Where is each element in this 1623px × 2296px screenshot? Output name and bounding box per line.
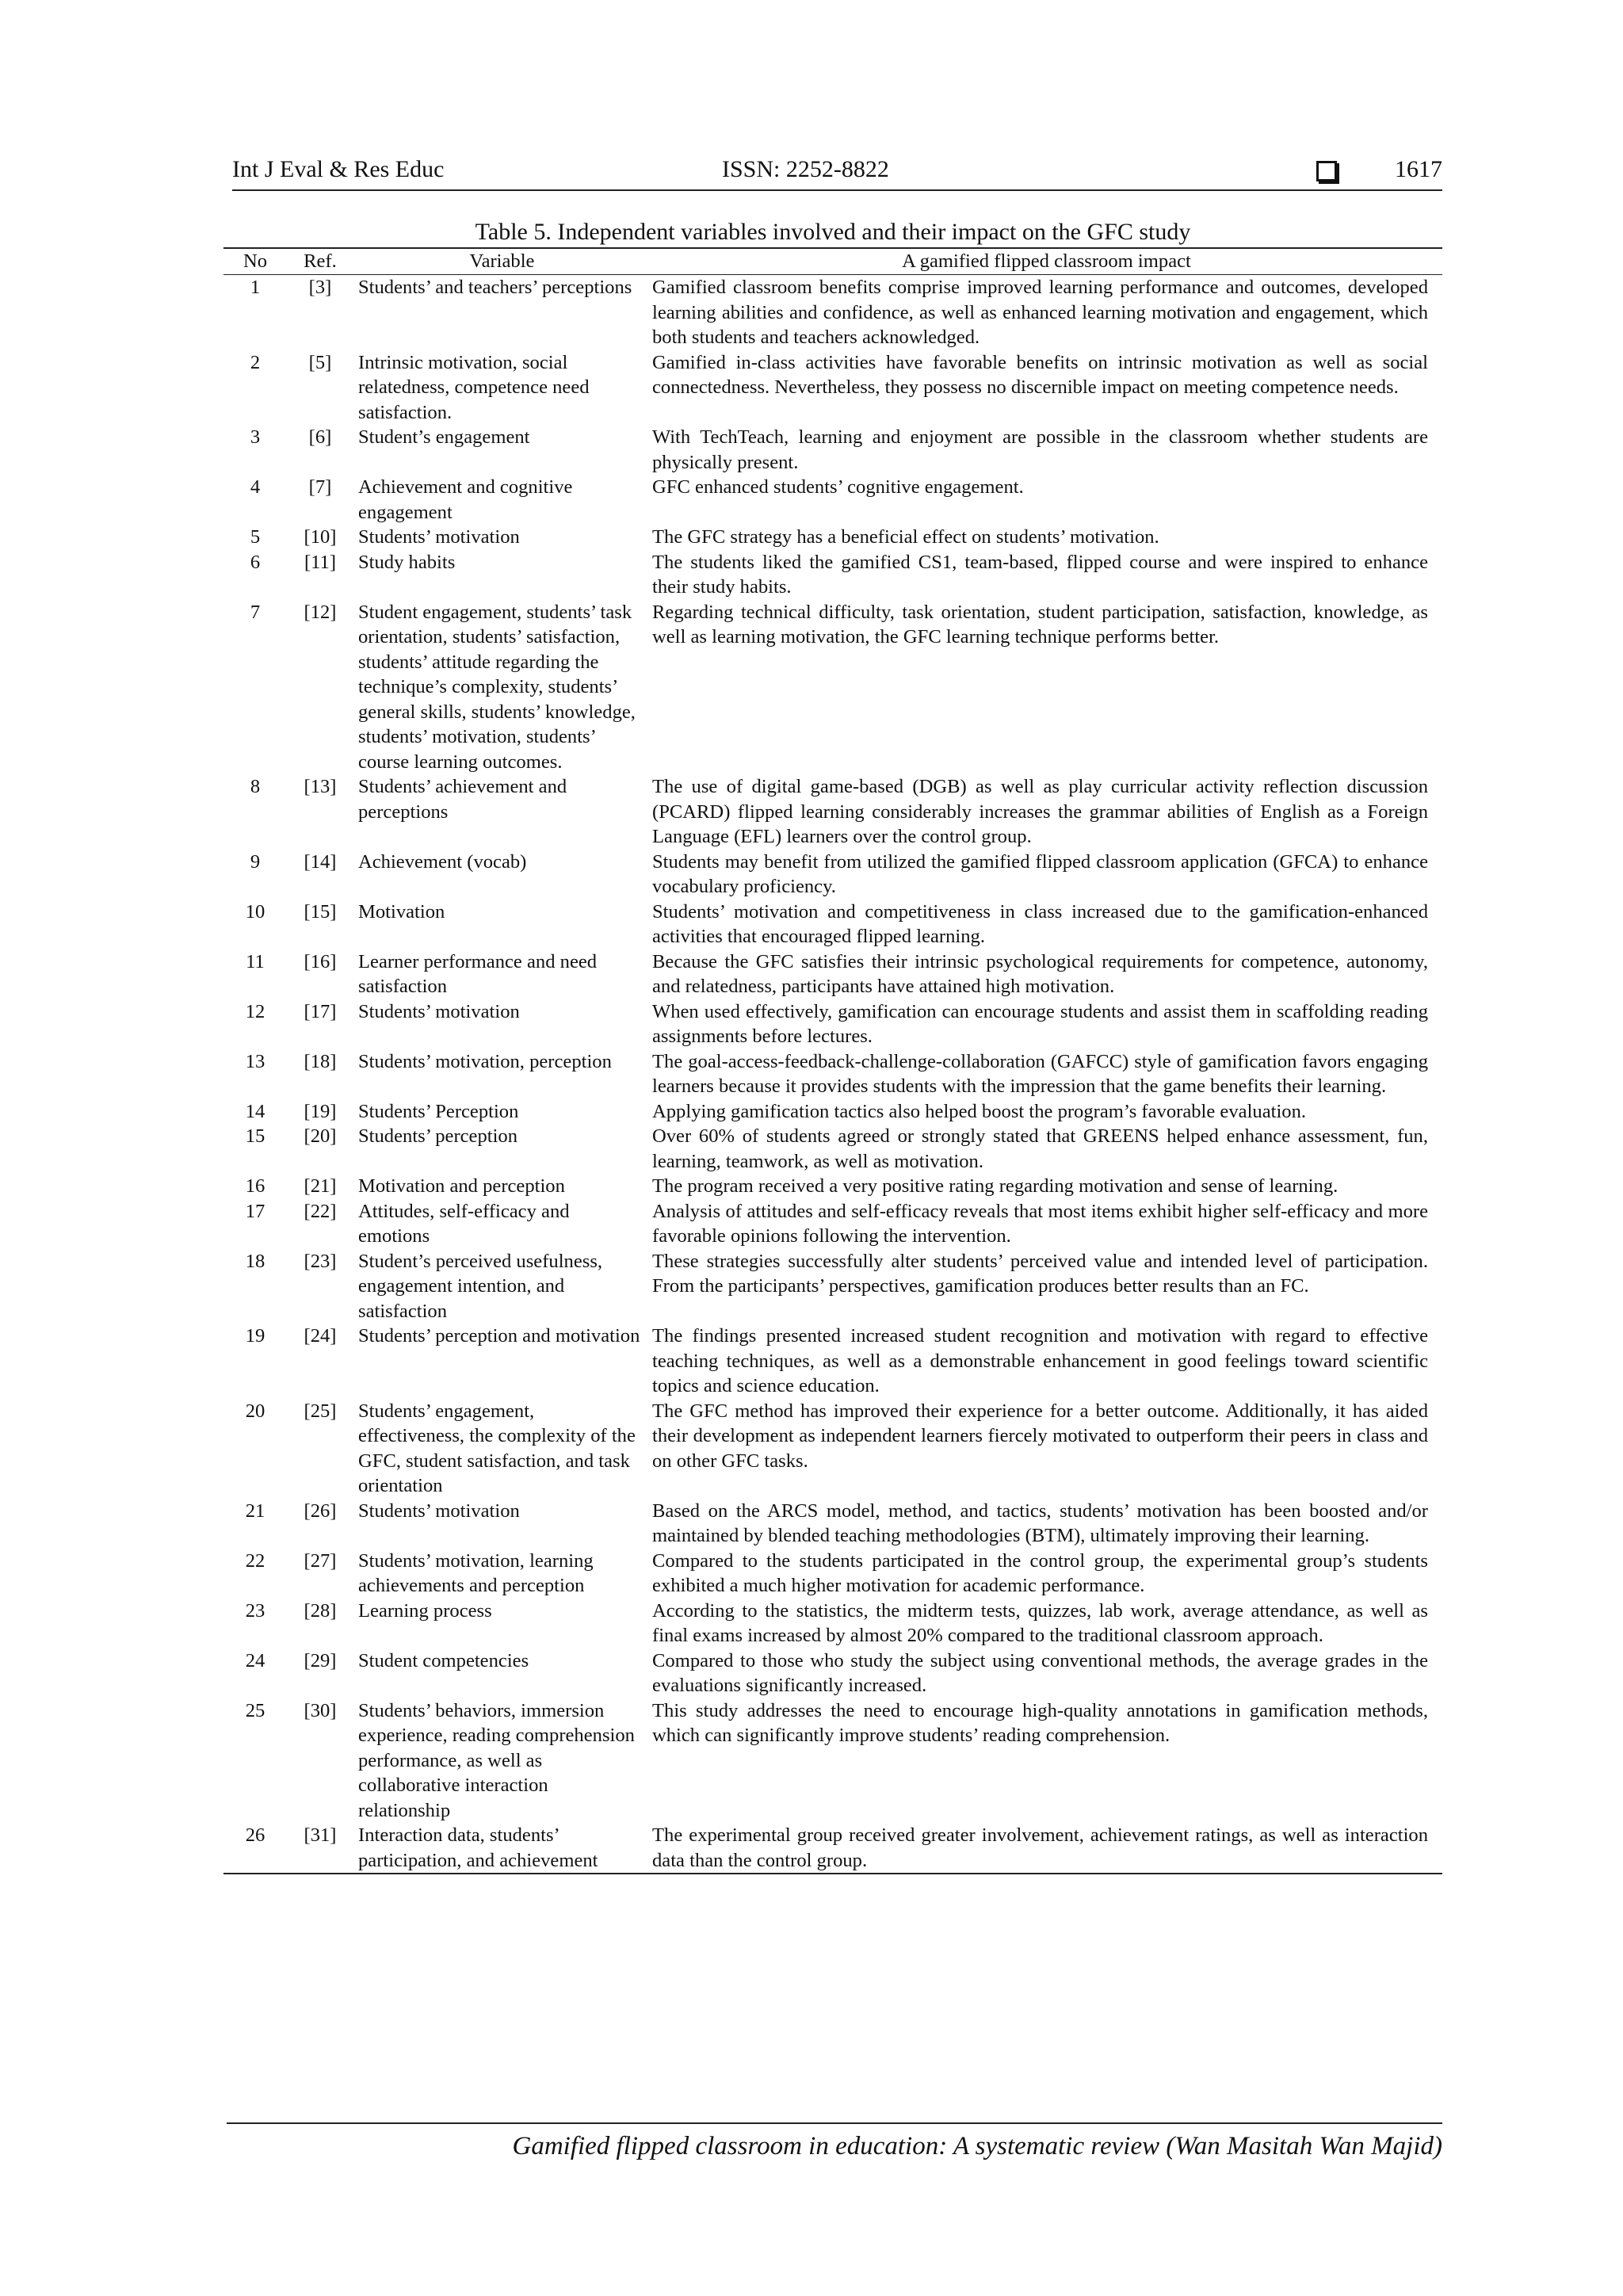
cell-ref: [18] bbox=[304, 1050, 337, 1072]
page-footer: Gamified flipped classroom in education: A systematic review (Wan Masitah Wan Majid) bbox=[512, 2132, 1442, 2160]
cell-no: 10 bbox=[245, 900, 265, 923]
cell-impact: The students liked the gamified CS1, team-based, flipped course and were inspired to enhance their study habits. bbox=[652, 551, 1428, 598]
cell-impact: Over 60% of students agreed or strongly stated that GREENS helped enhance assessment, fun, learning, teamwork, as well as motivation. bbox=[652, 1125, 1428, 1172]
table-row bbox=[223, 600, 1442, 775]
table-row bbox=[223, 1199, 1442, 1249]
cell-variable: Attitudes, self-efficacy and emotions bbox=[358, 1200, 570, 1247]
cell-ref: [11] bbox=[304, 551, 337, 573]
cell-impact: Analysis of attitudes and self-efficacy reveals that most items exhibit higher self-efficacy and more favorable opinions following the intervention. bbox=[652, 1200, 1428, 1247]
cell-variable: Learning process bbox=[358, 1599, 492, 1622]
column-header-ref: Ref. bbox=[287, 248, 353, 275]
cell-ref: [3] bbox=[308, 277, 332, 298]
cell-variable: Study habits bbox=[358, 551, 456, 573]
cell-no: 21 bbox=[245, 1499, 265, 1522]
cell-no: 5 bbox=[250, 526, 261, 548]
cell-no: 19 bbox=[245, 1325, 265, 1347]
cell-no: 25 bbox=[245, 1699, 265, 1721]
table-caption: Table 5. Independent variables involved and their impact on the GFC study bbox=[475, 219, 1191, 245]
cell-no: 18 bbox=[245, 1250, 265, 1272]
table-row bbox=[223, 1499, 1442, 1549]
table-row bbox=[223, 550, 1442, 600]
square-bullet-icon bbox=[1316, 161, 1337, 181]
cell-no: 24 bbox=[245, 1649, 265, 1671]
cell-ref: [22] bbox=[304, 1200, 337, 1222]
cell-impact: Students may benefit from utilized the gamified flipped classroom application (GFCA) to enhance vocabulary proficiency. bbox=[652, 850, 1428, 897]
cell-ref: [31] bbox=[287, 1823, 353, 1874]
cell-variable: Intrinsic motivation, social relatedness, competence need satisfaction. bbox=[358, 351, 590, 423]
cell-impact: The findings presented increased student recognition and motivation with regard to effective teaching techniques, as well as a demonstrable enhancement in good feelings toward scientific topics and science education. bbox=[652, 1325, 1428, 1396]
cell-impact: Gamified in-class activities have favorable benefits on intrinsic motivation as well as social connectedness. Nevertheless, they possess no discernible impact on meeting competence needs. bbox=[652, 351, 1428, 398]
column-header-no: No bbox=[223, 248, 287, 275]
cell-impact: Students’ motivation and competitiveness in class increased due to the gamification-enhanced activities that encouraged flipped learning. bbox=[652, 900, 1428, 947]
cell-ref: [23] bbox=[304, 1250, 337, 1272]
table-row bbox=[223, 275, 1442, 350]
cell-impact: Compared to those who study the subject using conventional methods, the average grades in the evaluations significantly increased. bbox=[652, 1649, 1428, 1696]
cell-impact: The GFC strategy has a beneficial effect on students’ motivation. bbox=[652, 526, 1159, 548]
cell-impact: These strategies successfully alter students’ perceived value and intended level of participation. From the participants’ perspectives, gamification produces better results than an FC. bbox=[652, 1250, 1428, 1297]
cell-variable: Student’s perceived usefulness, engagement intention, and satisfaction bbox=[358, 1250, 603, 1322]
cell-variable: Students’ perception bbox=[358, 1125, 518, 1147]
page-number: 1617 bbox=[1395, 156, 1442, 182]
cell-no: 26 bbox=[223, 1823, 287, 1874]
table-row bbox=[223, 1124, 1442, 1174]
cell-ref: [29] bbox=[304, 1649, 337, 1671]
cell-variable: Students’ and teachers’ perceptions bbox=[358, 277, 632, 298]
cell-variable: Students’ motivation bbox=[358, 1000, 520, 1022]
cell-no: 16 bbox=[245, 1175, 265, 1197]
cell-ref: [24] bbox=[304, 1325, 337, 1347]
cell-ref: [14] bbox=[304, 850, 337, 873]
table-row bbox=[223, 350, 1442, 426]
table-row bbox=[223, 1324, 1442, 1399]
table-row bbox=[223, 525, 1442, 550]
cell-variable: Students’ motivation bbox=[358, 1499, 520, 1522]
table-row bbox=[223, 999, 1442, 1049]
cell-no: 9 bbox=[250, 850, 261, 873]
table-row bbox=[223, 774, 1442, 850]
table-row bbox=[223, 900, 1442, 949]
cell-impact: The experimental group received greater involvement, achievement ratings, as well as interaction data than the control group. bbox=[651, 1823, 1442, 1874]
table-row bbox=[223, 1399, 1442, 1499]
footer-divider bbox=[227, 2122, 1442, 2124]
cell-impact: The GFC method has improved their experience for a better outcome. Additionally, it has aided their development as independent learners fiercely motivated to outperform their peers in class and on other GFC tasks. bbox=[652, 1400, 1428, 1472]
cell-ref: [6] bbox=[308, 426, 332, 448]
cell-ref: [12] bbox=[304, 601, 337, 623]
cell-variable: Students’ motivation bbox=[358, 526, 520, 548]
cell-no: 12 bbox=[245, 1000, 265, 1022]
cell-ref: [26] bbox=[304, 1499, 337, 1522]
cell-ref: [20] bbox=[304, 1125, 337, 1147]
cell-variable: Achievement (vocab) bbox=[358, 850, 527, 873]
cell-variable: Student competencies bbox=[358, 1649, 529, 1671]
table-body bbox=[223, 275, 1442, 1874]
table-row bbox=[223, 1174, 1442, 1199]
table-row bbox=[223, 475, 1442, 525]
cell-no: 20 bbox=[245, 1400, 265, 1422]
cell-impact: Gamified classroom benefits comprise improved learning performance and outcomes, developed learning abilities and confidence, as well as enhanced learning motivation and engagement, which both students and teachers acknowledged. bbox=[652, 277, 1428, 348]
cell-ref: [30] bbox=[304, 1699, 337, 1721]
cell-variable: Interaction data, students’ participation, and achievement bbox=[353, 1823, 651, 1874]
table-row bbox=[223, 850, 1442, 900]
cell-impact: Regarding technical difficulty, task orientation, student participation, satisfaction, knowledge, as well as learning motivation, the GFC learning technique performs better. bbox=[652, 601, 1428, 648]
cell-no: 22 bbox=[245, 1549, 265, 1572]
cell-impact: GFC enhanced students’ cognitive engagement. bbox=[652, 476, 1024, 498]
table-row bbox=[223, 949, 1442, 999]
cell-no: 2 bbox=[250, 351, 261, 373]
cell-no: 7 bbox=[250, 601, 261, 623]
cell-ref: [5] bbox=[308, 351, 332, 373]
column-header-variable: Variable bbox=[353, 248, 651, 275]
cell-variable: Motivation bbox=[358, 900, 445, 923]
cell-impact: Compared to the students participated in the control group, the experimental group’s students exhibited a much higher motivation for academic performance. bbox=[652, 1549, 1428, 1596]
cell-no: 4 bbox=[250, 476, 261, 498]
cell-impact: The goal-access-feedback-challenge-collaboration (GAFCC) style of gamification favors engaging learners because it provides students with the impression that the game benefits their learning. bbox=[652, 1050, 1428, 1097]
cell-impact: With TechTeach, learning and enjoyment are possible in the classroom whether students are physically present. bbox=[652, 426, 1428, 473]
cell-impact: This study addresses the need to encourage high-quality annotations in gamification methods, which can significantly improve students’ reading comprehension. bbox=[652, 1699, 1428, 1746]
cell-variable: Students’ behaviors, immersion experience, reading comprehension performance, as well as collaborative interaction relationship bbox=[358, 1699, 635, 1821]
cell-variable: Achievement and cognitive engagement bbox=[358, 476, 573, 523]
cell-impact: Because the GFC satisfies their intrinsic psychological requirements for competence, autonomy, and relatedness, participants have attained high motivation. bbox=[652, 950, 1428, 997]
cell-impact: The program received a very positive rating regarding motivation and sense of learning. bbox=[652, 1175, 1338, 1197]
table-row bbox=[223, 1549, 1442, 1599]
cell-variable: Students’ motivation, learning achievements and perception bbox=[358, 1549, 594, 1596]
cell-impact: When used effectively, gamification can encourage students and assist them in scaffolding reading assignments before lectures. bbox=[652, 1000, 1428, 1047]
cell-no: 8 bbox=[250, 776, 261, 797]
cell-ref: [19] bbox=[304, 1100, 337, 1122]
cell-ref: [15] bbox=[304, 900, 337, 923]
cell-ref: [25] bbox=[304, 1400, 337, 1422]
cell-variable: Students’ engagement, effectiveness, the complexity of the GFC, student satisfaction, and task orientation bbox=[358, 1400, 636, 1496]
cell-ref: [13] bbox=[304, 776, 337, 797]
cell-no: 13 bbox=[245, 1050, 265, 1072]
table-row bbox=[223, 425, 1442, 475]
cell-variable: Students’ Perception bbox=[358, 1100, 519, 1122]
table-row bbox=[223, 1099, 1442, 1125]
cell-no: 23 bbox=[245, 1599, 265, 1622]
cell-variable: Student’s engagement bbox=[358, 426, 530, 448]
table-row bbox=[223, 1698, 1442, 1824]
table-header-row bbox=[223, 248, 1442, 275]
column-header-impact: A gamified flipped classroom impact bbox=[651, 248, 1442, 275]
cell-no: 11 bbox=[246, 950, 265, 972]
cell-variable: Students’ perception and motivation bbox=[358, 1325, 640, 1347]
cell-ref: [17] bbox=[304, 1000, 337, 1022]
cell-impact: The use of digital game-based (DGB) as well as play curricular activity reflection discussion (PCARD) flipped learning considerably increases the grammar abilities of English as a Foreign Language (EFL) learners over the control group. bbox=[652, 776, 1428, 847]
results-table bbox=[223, 247, 1442, 1874]
table-row bbox=[223, 1823, 1442, 1874]
cell-no: 6 bbox=[250, 551, 261, 573]
cell-ref: [7] bbox=[308, 476, 332, 498]
cell-ref: [10] bbox=[304, 526, 337, 548]
table-row bbox=[223, 1249, 1442, 1324]
page-header bbox=[232, 155, 1442, 191]
table-row bbox=[223, 1049, 1442, 1099]
cell-no: 14 bbox=[245, 1100, 265, 1122]
cell-variable: Motivation and perception bbox=[358, 1175, 565, 1197]
cell-impact: Applying gamification tactics also helped boost the program’s favorable evaluation. bbox=[652, 1100, 1307, 1122]
cell-impact: According to the statistics, the midterm tests, quizzes, lab work, average attendance, as well as final exams increased by almost 20% compared to the traditional classroom approach. bbox=[652, 1599, 1428, 1646]
cell-variable: Students’ motivation, perception bbox=[358, 1050, 612, 1072]
cell-ref: [27] bbox=[304, 1549, 337, 1572]
cell-no: 1 bbox=[250, 277, 261, 298]
cell-variable: Students’ achievement and perceptions bbox=[358, 776, 567, 823]
cell-no: 17 bbox=[245, 1200, 265, 1222]
cell-no: 15 bbox=[245, 1125, 265, 1147]
table-row bbox=[223, 1599, 1442, 1648]
cell-ref: [28] bbox=[304, 1599, 337, 1622]
issn-label: ISSN: 2252-8822 bbox=[722, 156, 889, 182]
table-row bbox=[223, 1648, 1442, 1698]
cell-ref: [16] bbox=[304, 950, 337, 972]
journal-name: Int J Eval & Res Educ bbox=[232, 156, 445, 182]
cell-variable: Student engagement, students’ task orientation, students’ satisfaction, students’ attitude regarding the technique’s complexity, students’ general skills, students’ knowledge, students’ motivation, students’ course learning outcomes. bbox=[358, 601, 636, 773]
cell-no: 3 bbox=[250, 426, 261, 448]
cell-impact: Based on the ARCS model, method, and tactics, students’ motivation has been boosted and/or maintained by blended teaching methodologies (BTM), ultimately improving their learning. bbox=[652, 1499, 1428, 1546]
cell-ref: [21] bbox=[304, 1175, 337, 1197]
cell-variable: Learner performance and need satisfaction bbox=[358, 950, 598, 997]
